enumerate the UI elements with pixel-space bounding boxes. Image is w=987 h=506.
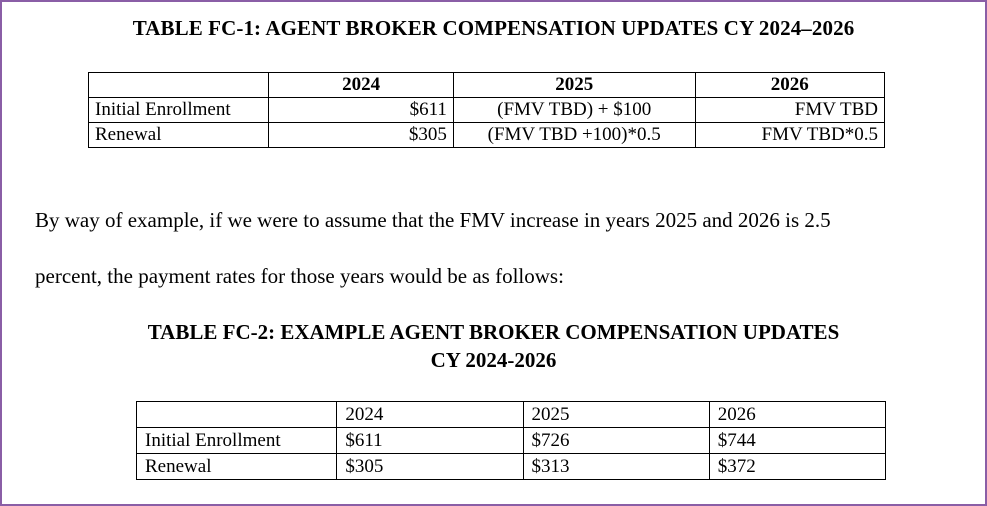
table2-header-cell: 2024 [337, 402, 523, 428]
table1 [88, 72, 885, 148]
table1-row-label: Renewal [89, 123, 269, 148]
table2-cell: $744 [709, 428, 885, 454]
table2-cell: $372 [709, 454, 885, 480]
table2-header-row [137, 402, 886, 428]
table2-header-cell: 2025 [523, 402, 709, 428]
table1-cell: FMV TBD*0.5 [695, 123, 885, 148]
table2-cell: $313 [523, 454, 709, 480]
table1-header-cell [89, 73, 269, 98]
table1-cell: FMV TBD [695, 98, 885, 123]
table2 [136, 401, 886, 480]
table1-cell: (FMV TBD +100)*0.5 [453, 123, 695, 148]
table2-title-line-1: TABLE FC-2: EXAMPLE AGENT BROKER COMPENSATION UPDATES [147, 320, 840, 344]
table2-header-cell [137, 402, 337, 428]
table1-header-row [89, 73, 885, 98]
table1-header-cell: 2025 [453, 73, 695, 98]
table1-cell: $305 [269, 123, 453, 148]
table1-cell: (FMV TBD) + $100 [453, 98, 695, 123]
table1-header-cell: 2024 [269, 73, 453, 98]
table-row [137, 428, 886, 454]
table2-cell: $305 [337, 454, 523, 480]
table2-row-label: Renewal [137, 454, 337, 480]
table2-cell: $726 [523, 428, 709, 454]
table1-row-label: Initial Enrollment [89, 98, 269, 123]
table1-header-cell: 2026 [695, 73, 885, 98]
table2-cell: $611 [337, 428, 523, 454]
body-paragraph-line-2: percent, the payment rates for those years would be as follows: [35, 264, 564, 288]
body-paragraph-line-1: By way of example, if we were to assume that the FMV increase in years 2025 and 2026 is 2.5 [35, 208, 831, 232]
table1-title: TABLE FC-1: AGENT BROKER COMPENSATION UPDATES CY 2024–2026 [132, 16, 855, 40]
table-row [89, 98, 885, 123]
table2-title [0, 318, 987, 374]
table-row [89, 123, 885, 148]
table2-row-label: Initial Enrollment [137, 428, 337, 454]
table2-title-line-2: CY 2024-2026 [430, 348, 557, 372]
table2-header-cell: 2026 [709, 402, 885, 428]
table-row [137, 454, 886, 480]
table1-cell: $611 [269, 98, 453, 123]
